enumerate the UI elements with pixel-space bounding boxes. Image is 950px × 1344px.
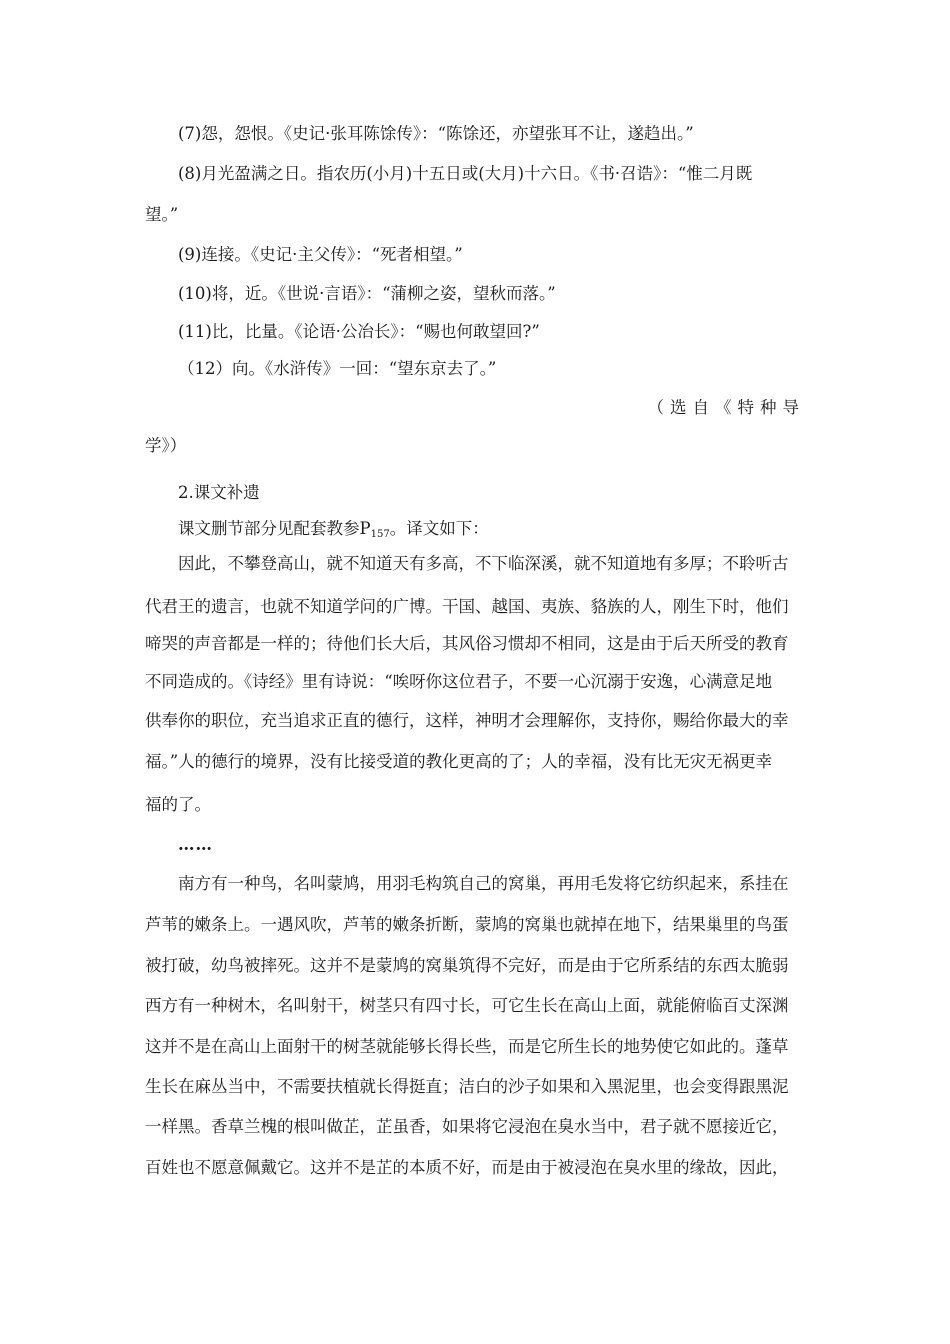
paragraph2-line: 生长在麻丛当中，不需要扶植就长得挺直；洁白的沙子如果和入黑泥里，也会变得跟黑泥 (145, 1077, 789, 1096)
intro-line (178, 517, 489, 547)
note-12: （12）向。《水浒传》一回：“望东京去了。” (178, 359, 497, 378)
paragraph1-line: 因此，不攀登高山，就不知道天有多高，不下临深溪，就不知道地有多厚；不聆听古 (178, 554, 789, 573)
section-title: 2.课文补遗 (178, 483, 260, 502)
paragraph2-line: 百姓也不愿意佩戴它。这并不是芷的本质不好，而是由于被浸泡在臭水里的缘故，因此， (145, 1158, 789, 1177)
note-9: (9)连接。《史记·主父传》：“死者相望。” (178, 245, 463, 264)
paragraph2-line: 芦苇的嫩条上。一遇风吹，芦苇的嫩条折断，蒙鸠的窝巢也就掉在地下，结果巢里的鸟蛋 (145, 915, 789, 934)
paragraph1-line: 供奉你的职位，充当追求正直的德行，这样，神明才会理解你，支持你，赐给你最大的幸 (145, 711, 789, 730)
note-8: (8)月光盈满之日。指农历(小月)十五日或(大月)十六日。《书·召诰》：“惟二月既 (178, 164, 753, 183)
page-subscript: 157 (370, 529, 390, 540)
note-7: (7)怨，怨恨。《史记·张耳陈馀传》：“陈馀还，亦望张耳不让，遂趋出。” (178, 124, 694, 143)
paragraph1-line: 不同造成的。《诗经》里有诗说：“唉呀你这位君子，不要一心沉溺于安逸，心满意足地 (145, 672, 773, 691)
ellipsis: …… (178, 835, 213, 854)
intro-text-end: 。译文如下： (389, 519, 489, 538)
paragraph1-line: 福的了。 (145, 795, 211, 814)
paragraph1-line: 啼哭的声音都是一样的；待他们长大后，其风俗习惯却不相同，这是由于后天所受的教育 (145, 634, 789, 653)
note-8-continued: 望。” (145, 205, 179, 224)
paragraph1-line: 福。”人的德行的境界，没有比接受道的教化更高的了；人的幸福，没有比无灾无祸更幸 (145, 752, 773, 771)
source-line-2: 学》） (145, 436, 187, 455)
intro-text: 课文删节部分见配套教参P (178, 519, 371, 538)
source-line-1: （选自《特种导 (647, 398, 805, 417)
paragraph1-line: 代君王的遗言，也就不知道学问的广博。干国、越国、夷族、貉族的人，刚生下时，他们 (145, 597, 789, 616)
note-11: (11)比，比量。《论语·公冶长》：“赐也何敢望回?” (178, 322, 540, 341)
note-10: (10)将，近。《世说·言语》：“蒲柳之姿，望秋而落。” (178, 284, 556, 303)
paragraph2-line: 这并不是在高山上面射干的树茎就能够长得长些，而是它所生长的地势使它如此的。蓬草 (145, 1037, 789, 1056)
paragraph2-line: 西方有一种树木，名叫射干，树茎只有四寸长，可它生长在高山上面，就能俯临百丈深渊 (145, 996, 789, 1015)
paragraph2-line: 一样黑。香草兰槐的根叫做芷，芷虽香，如果将它浸泡在臭水当中，君子就不愿接近它， (145, 1117, 789, 1136)
paragraph2-line: 南方有一种鸟，名叫蒙鸠，用羽毛构筑自己的窝巢，再用毛发将它纺织起来，系挂在 (178, 874, 789, 893)
paragraph2-line: 被打破，幼鸟被摔死。这并不是蒙鸠的窝巢筑得不完好，而是由于它所系结的东西太脆弱 (145, 956, 789, 975)
